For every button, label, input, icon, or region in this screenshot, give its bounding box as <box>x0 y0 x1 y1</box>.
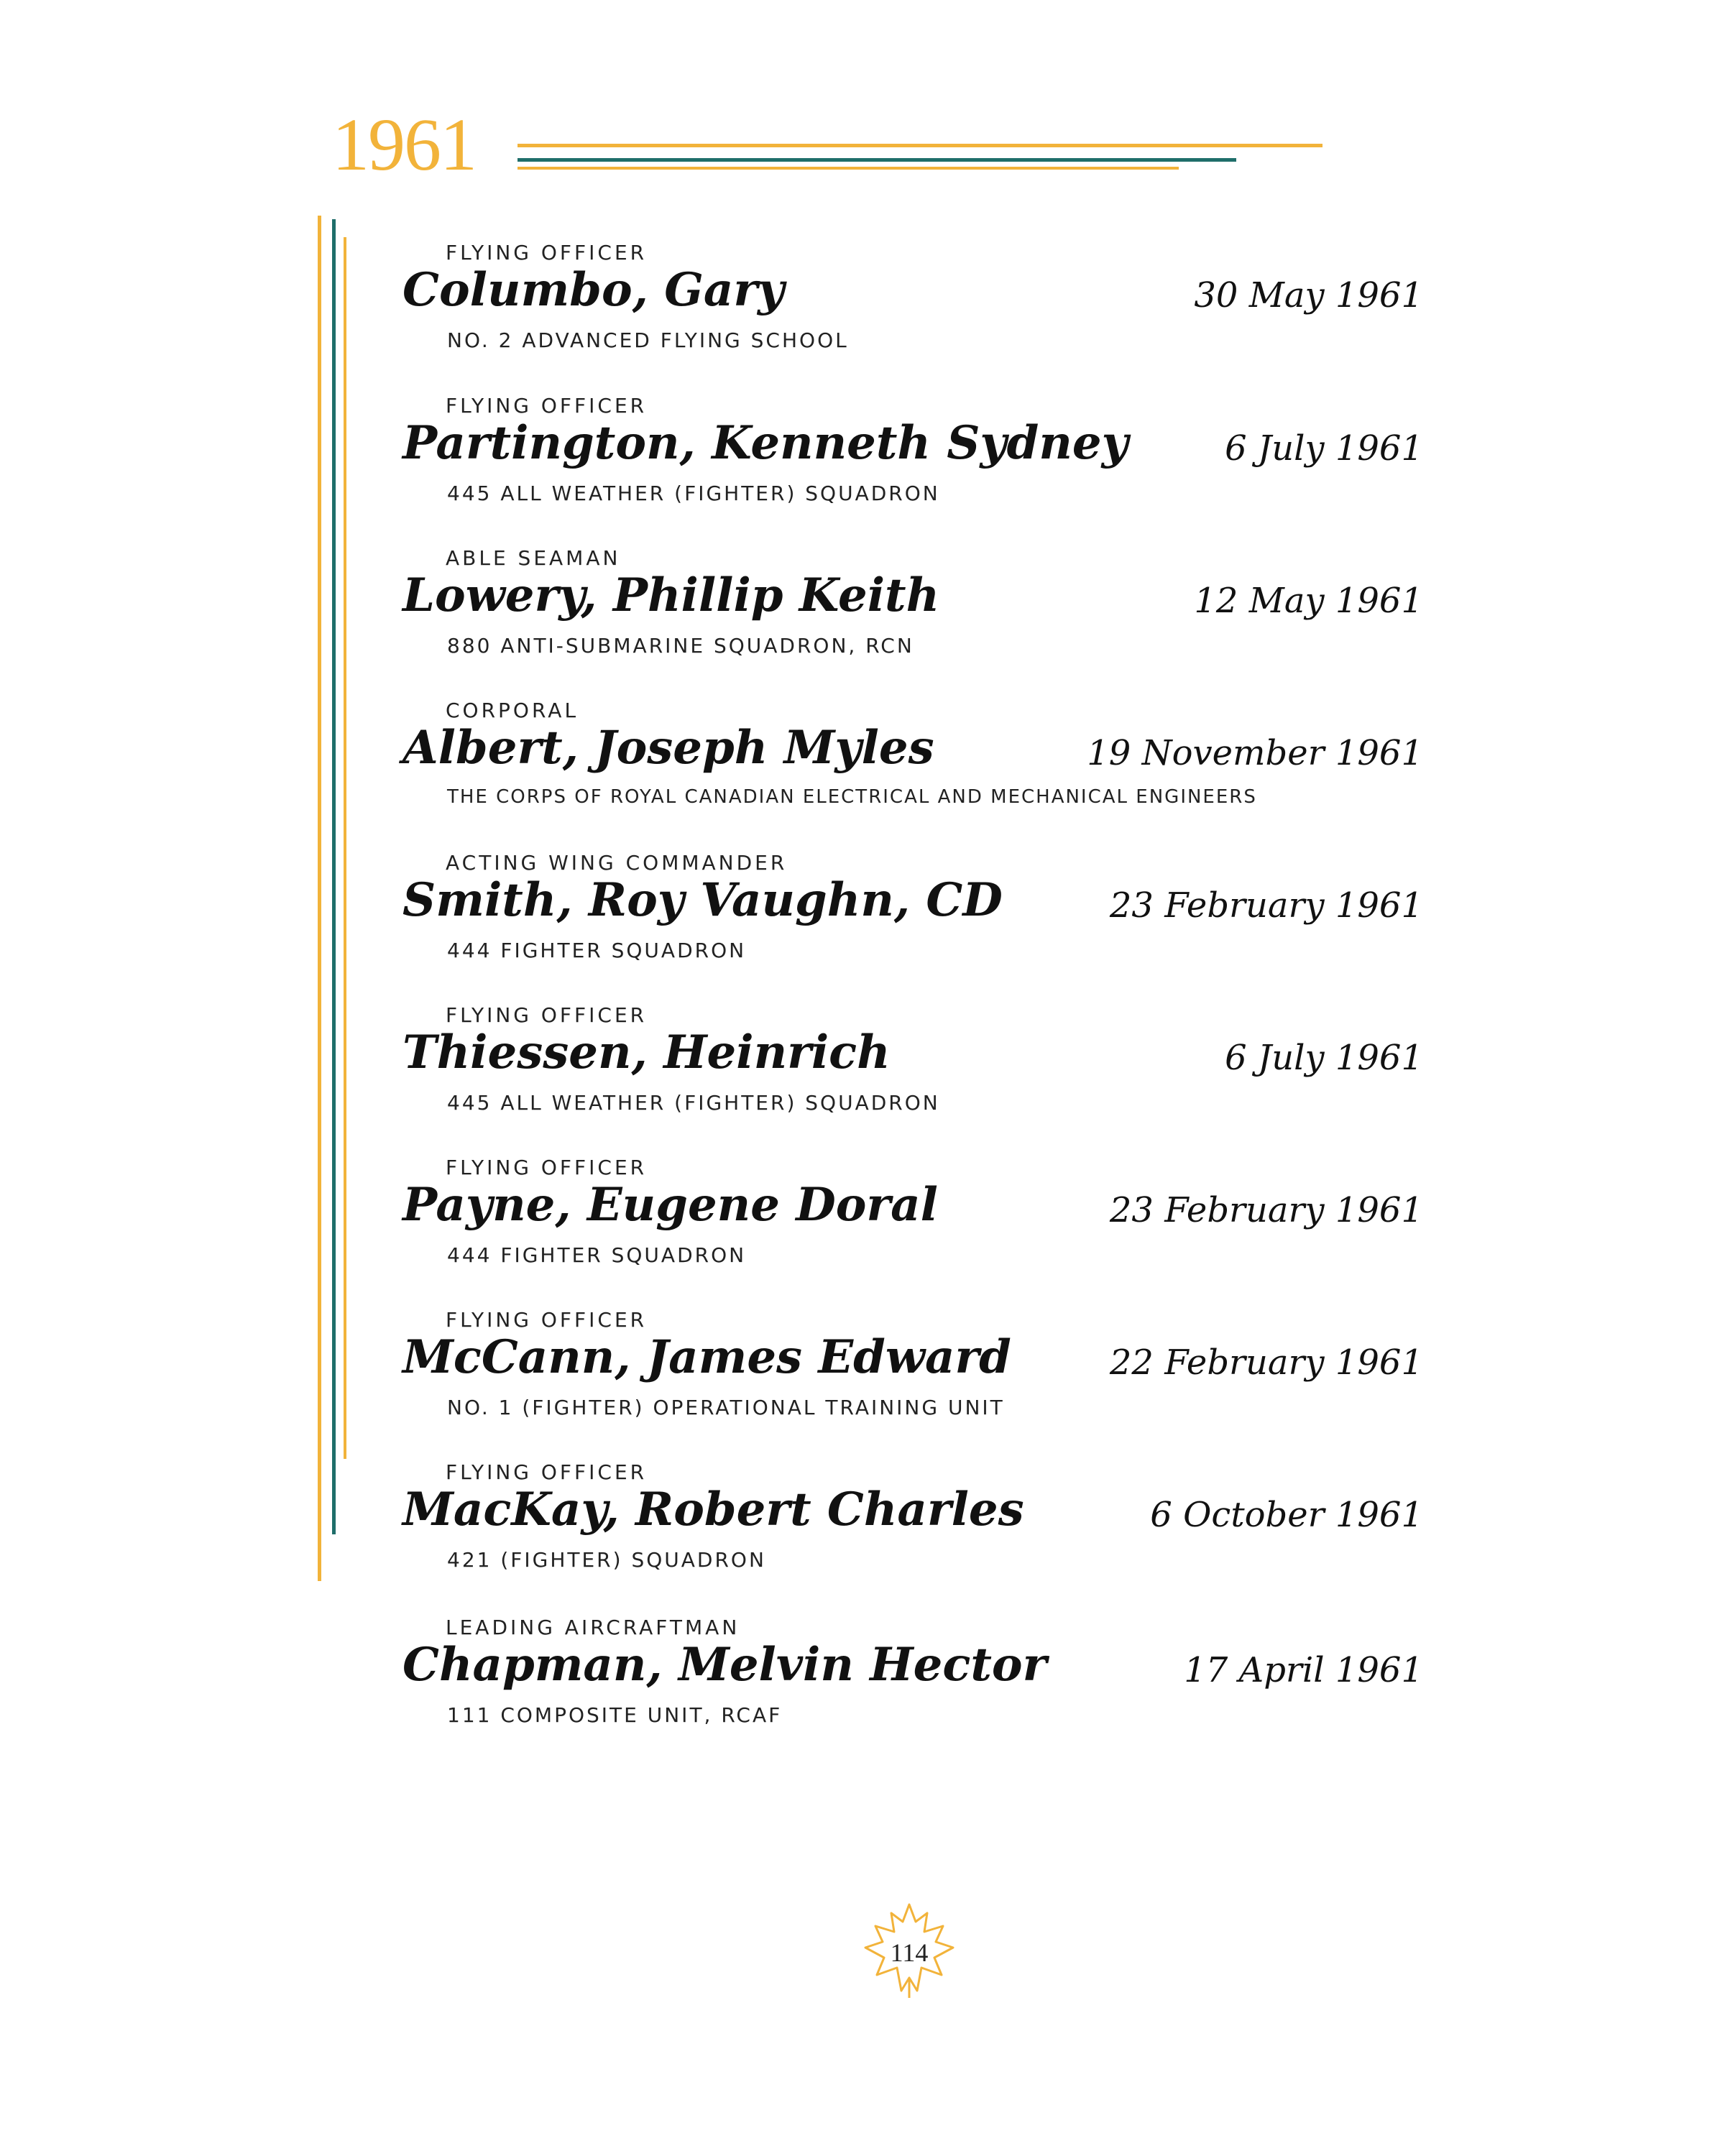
entry-rank: LEADING AIRCRAFTMAN <box>446 1616 740 1639</box>
top-rule-gold <box>518 144 1322 147</box>
entry-rank: FLYING OFFICER <box>446 1003 648 1027</box>
side-rule-gold-inner <box>344 237 346 1459</box>
entry-date: 23 February 1961 <box>1109 885 1423 926</box>
entry-unit: 111 COMPOSITE UNIT, RCAF <box>447 1703 783 1727</box>
entry-rank: ABLE SEAMAN <box>446 546 621 570</box>
entry-unit: 445 ALL WEATHER (FIGHTER) SQUADRON <box>447 482 940 505</box>
entry-name: McCann, James Edward <box>402 1330 1011 1384</box>
entry-rank: FLYING OFFICER <box>446 1308 648 1332</box>
entry-rank: ACTING WING COMMANDER <box>446 851 788 875</box>
memorial-entry <box>402 546 1423 683</box>
entry-name: Lowery, Phillip Keith <box>402 568 940 622</box>
entry-rank: FLYING OFFICER <box>446 241 648 264</box>
entry-unit: 421 (FIGHTER) SQUADRON <box>447 1548 766 1572</box>
entry-unit: 444 FIGHTER SQUADRON <box>447 939 747 962</box>
entry-date: 6 October 1961 <box>1150 1495 1423 1535</box>
entry-name: Albert, Joseph Myles <box>402 721 934 775</box>
entry-rank: FLYING OFFICER <box>446 1460 648 1484</box>
entry-name: Payne, Eugene Doral <box>402 1178 938 1232</box>
entry-name: Thiessen, Heinrich <box>402 1026 891 1079</box>
entry-date: 6 July 1961 <box>1225 428 1423 469</box>
year-heading: 1961 <box>332 103 476 186</box>
top-rule-teal <box>518 158 1236 162</box>
side-rule-teal <box>332 219 336 1534</box>
page-number-badge <box>855 1897 963 2005</box>
memorial-entry <box>402 1460 1423 1597</box>
entry-date: 6 July 1961 <box>1225 1038 1423 1078</box>
entry-name: Smith, Roy Vaughn, CD <box>402 873 1003 927</box>
memorial-entry <box>402 1308 1423 1445</box>
entry-unit: 880 ANTI-SUBMARINE SQUADRON, RCN <box>447 634 914 658</box>
entry-rank: FLYING OFFICER <box>446 394 648 418</box>
entry-name: MacKay, Robert Charles <box>402 1483 1024 1537</box>
memorial-entry <box>402 851 1423 987</box>
entry-date: 22 February 1961 <box>1109 1342 1423 1383</box>
entry-unit: 444 FIGHTER SQUADRON <box>447 1243 747 1267</box>
entry-name: Partington, Kenneth Sydney <box>402 416 1128 470</box>
memorial-entry <box>402 1616 1423 1752</box>
top-rule-gold-short <box>518 167 1179 170</box>
entry-rank: FLYING OFFICER <box>446 1156 648 1179</box>
memorial-entry <box>402 1003 1423 1140</box>
entry-date: 19 November 1961 <box>1087 733 1423 773</box>
entry-rank: CORPORAL <box>446 699 579 722</box>
side-rule-gold <box>318 216 321 1581</box>
entry-date: 17 April 1961 <box>1184 1650 1423 1690</box>
memorial-entry <box>402 699 1423 835</box>
entry-name: Columbo, Gary <box>402 263 785 317</box>
entry-name: Chapman, Melvin Hector <box>402 1638 1047 1692</box>
entry-date: 12 May 1961 <box>1194 581 1423 621</box>
entry-unit: NO. 2 ADVANCED FLYING SCHOOL <box>447 328 849 352</box>
page-number: 114 <box>890 1938 929 1967</box>
memorial-entry <box>402 241 1423 377</box>
entry-date: 23 February 1961 <box>1109 1190 1423 1230</box>
memorial-entry <box>402 394 1423 530</box>
entry-date: 30 May 1961 <box>1194 275 1423 315</box>
entry-unit: NO. 1 (FIGHTER) OPERATIONAL TRAINING UNIT <box>447 1396 1005 1419</box>
entry-unit: THE CORPS OF ROYAL CANADIAN ELECTRICAL AND MECHANICAL ENGINEERS <box>447 786 1257 808</box>
entry-unit: 445 ALL WEATHER (FIGHTER) SQUADRON <box>447 1091 940 1115</box>
memorial-entry <box>402 1156 1423 1292</box>
